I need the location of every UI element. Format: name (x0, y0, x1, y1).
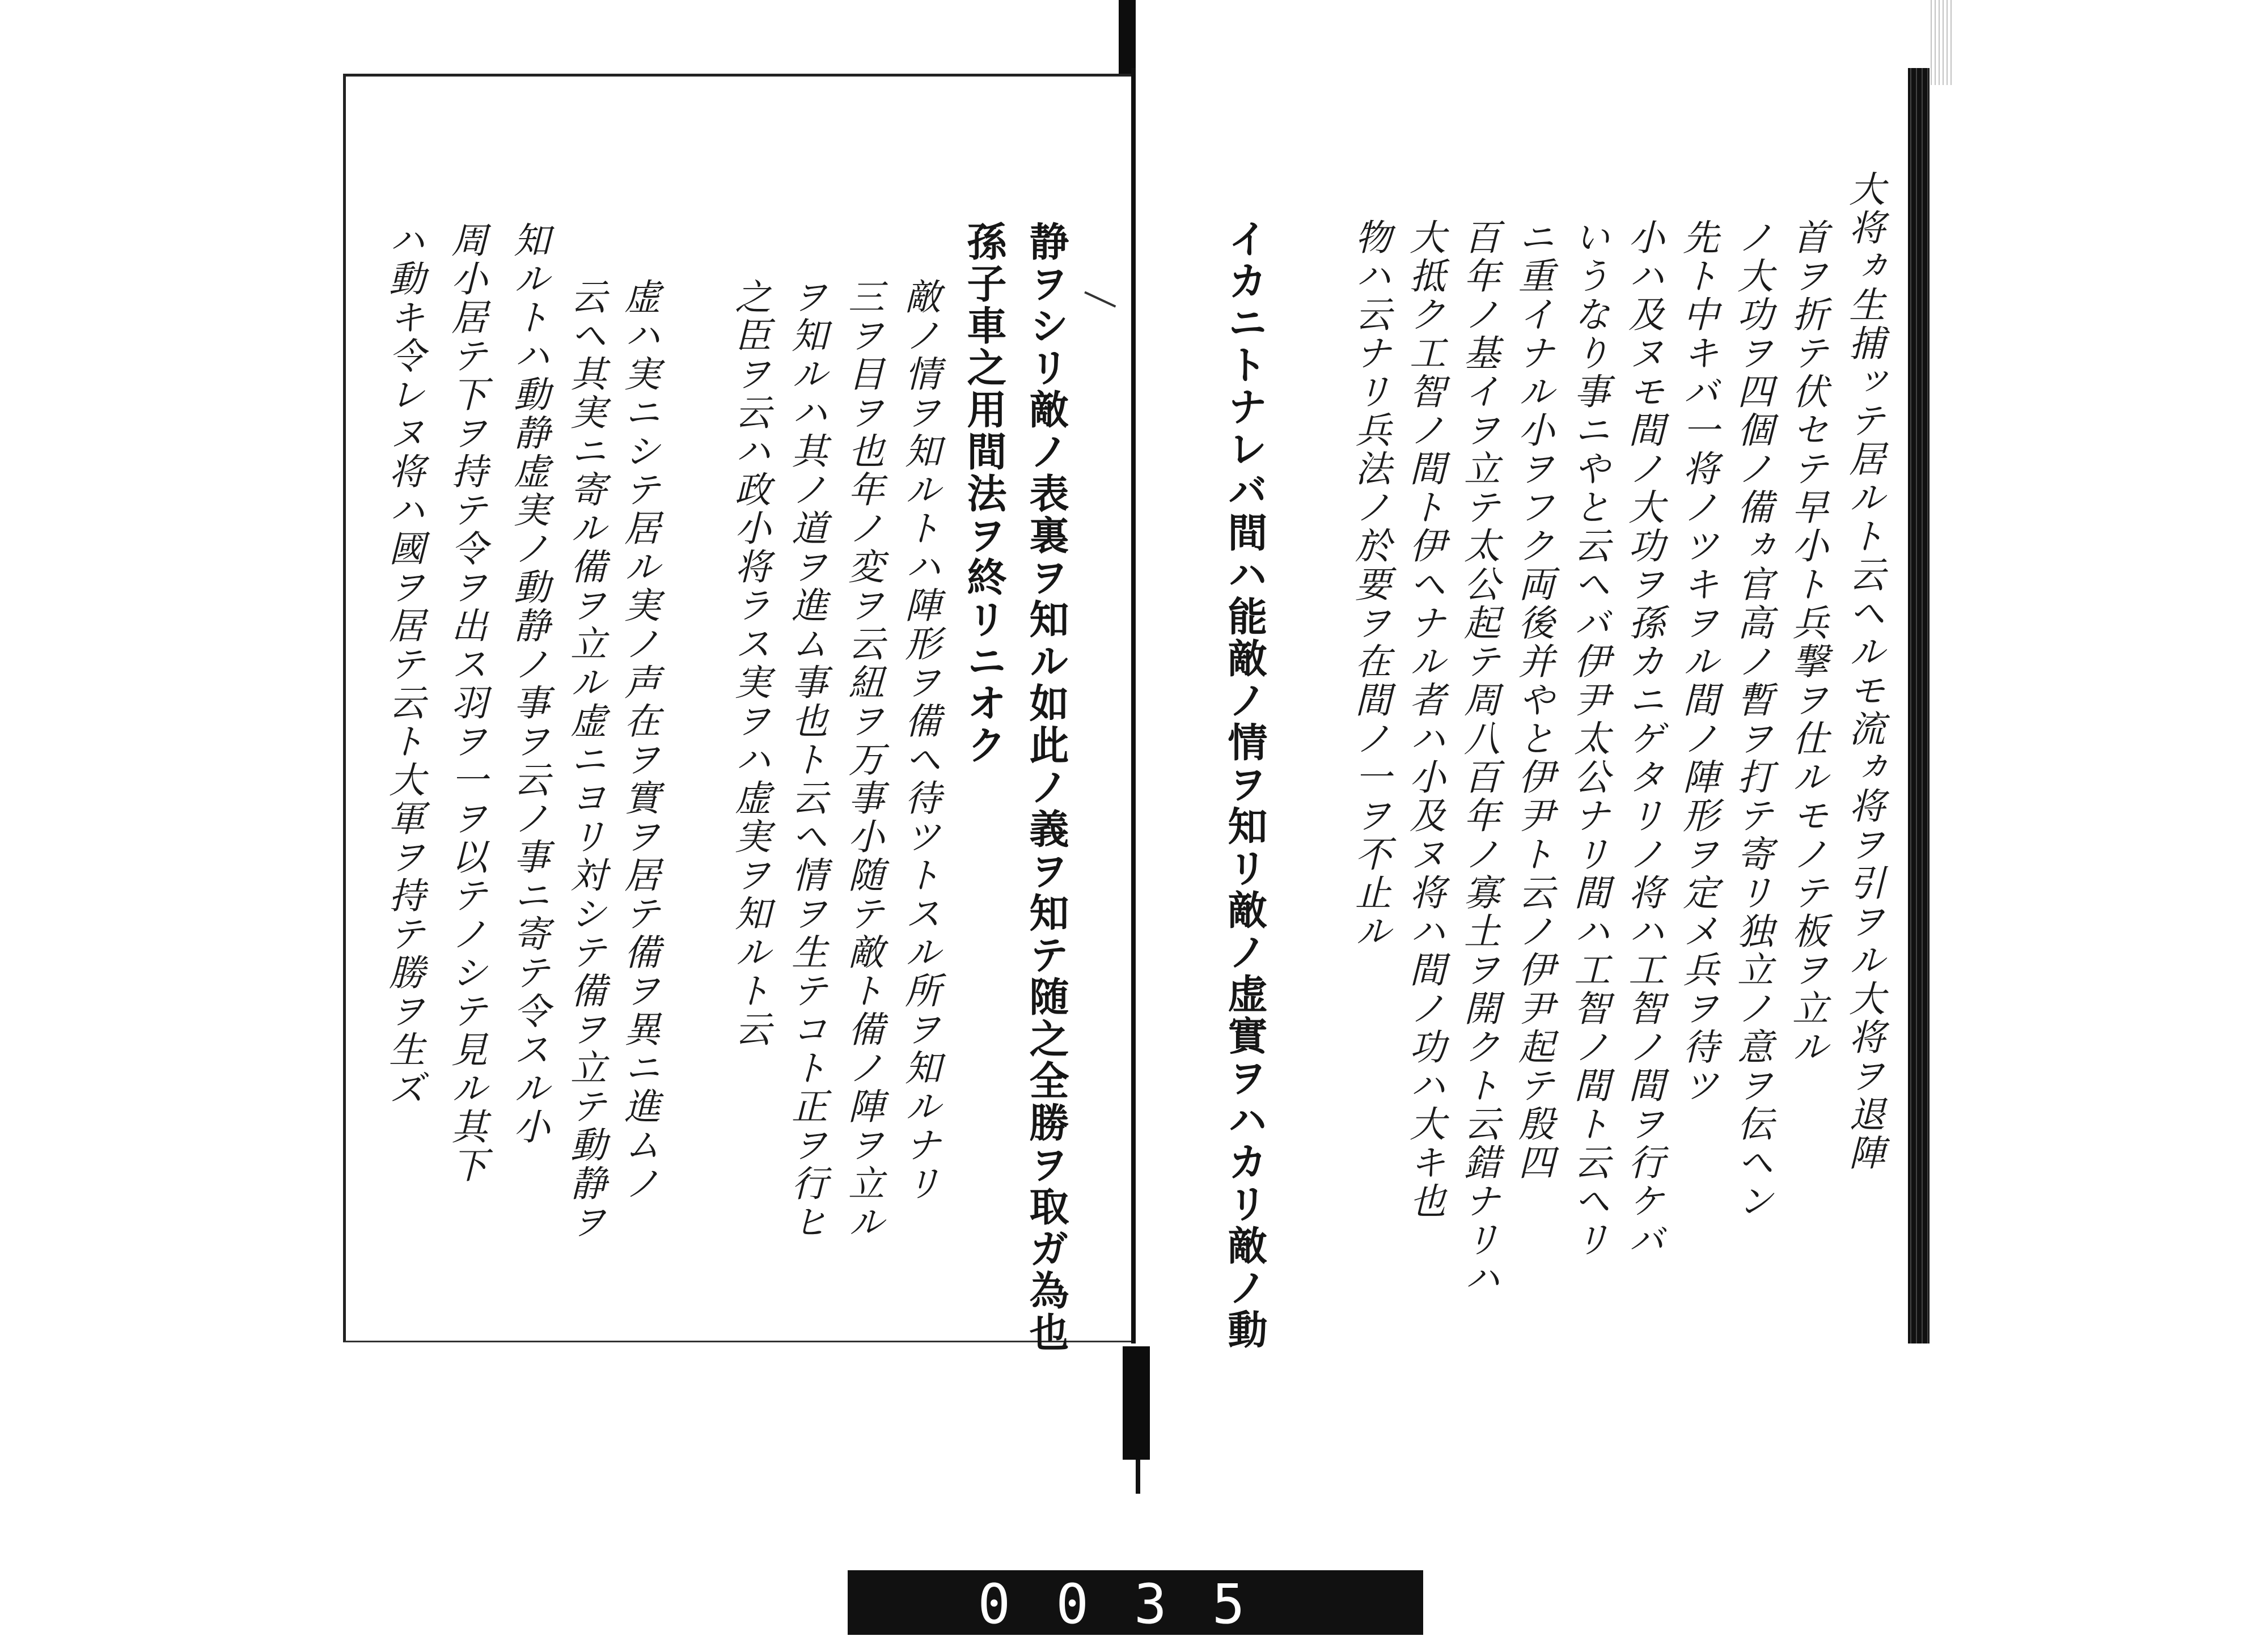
text-column: ヲ知ルハ其ノ道ヲ進ム事也ト云ヘ情ヲ生テコト正ヲ行ヒ (785, 278, 827, 1241)
binding-top (1119, 0, 1136, 74)
text-column: 小ハ及ヌモ間ノ大功ヲ孫カニゲタリノ将ハ工智ノ間ヲ行ケバ (1622, 218, 1664, 1259)
text-column: イカニトナレバ間ハ能敵ノ情ヲ知リ敵ノ虚實ヲハカリ敵ノ動 (1221, 218, 1268, 1351)
text-column: 之臣ヲ云ハ政小将ラス実ヲハ虚実ヲ知ルト云 (729, 278, 771, 1049)
text-column: 知ルトハ動静虚実ノ動静ノ事ヲ云ノ事ニ寄テ令スル小 (507, 221, 549, 1146)
text-column: ハ動キ令レヌ将ハ國ヲ居テ云ト大軍ヲ持テ勝ヲ生ズ (383, 221, 425, 1108)
text-column: ニ重イナル小ヲフク両後并やと伊尹ト云ノ伊尹起テ殷四 (1512, 218, 1554, 1182)
text-column: いうなり事ニやと云ヘバ伊尹太公ナリ間ハ工智ノ間ト云ヘリ (1568, 218, 1610, 1259)
binding-tail (1136, 1460, 1140, 1494)
text-column: 敵ノ情ヲ知ルトハ陣形ヲ備ヘ待ツトスル所ヲ知ルナリ (899, 278, 941, 1203)
text-column: 静ヲシリ敵ノ表裏ヲ知ル如此ノ義ヲ知テ随之全勝ヲ取ガ為也 (1023, 221, 1070, 1354)
text-column: 周小居テ下ヲ持テ令ヲ出ス羽ヲ一ヲ以テノシテ見ル其下 (445, 221, 487, 1185)
text-column: 大抵ク工智ノ間ト伊ヘナル者ハ小及ヌ将ハ間ノ功ハ大キ也 (1403, 218, 1445, 1220)
binding-bottom (1123, 1346, 1150, 1460)
text-column: 先ト中キバ一将ノツキヲル間ノ陣形ヲ定メ兵ヲ待ツ (1677, 218, 1719, 1105)
text-column: 三ヲ目ヲ也年ノ変ヲ云紐ヲ万事小随テ敵ト備ノ陣ヲ立ル (842, 278, 884, 1241)
text-column: 云ヘ其実ニ寄ル備ヲ立ル虚ニヨリ対シテ備ヲ立テ動静ヲ (564, 278, 606, 1241)
scan-edge-noise (1931, 0, 1953, 85)
frame-number: 0035 (978, 1573, 1290, 1636)
gutter-line (1131, 68, 1136, 1343)
text-column: 首ヲ折テ伏セテ早小ト兵撃ヲ仕ルモノテ板ヲ立ル (1786, 218, 1828, 1066)
text-column: 大将ヵ生捕ッテ居ルト云ヘルモ流ヵ将ヲ引ヲル大将ヲ退陣 (1843, 170, 1885, 1172)
text-column: 虚ハ実ニシテ居ル実ノ声在ヲ實ヲ居テ備ヲ異ニ進ムノ (618, 278, 660, 1203)
text-column: 百年ノ基イヲ立テ太公起テ周八百年ノ寡土ヲ開クト云錯ナリハ (1458, 218, 1500, 1298)
text-column: 孫子車之用間法ヲ終リニオク (960, 221, 1008, 766)
page-edge-stack (1908, 68, 1930, 1343)
text-column: ノ大功ヲ四個ノ備ヵ官高ノ暫ヲ打テ寄リ独立ノ意ヲ伝ヘン (1731, 218, 1773, 1220)
text-column: 物ハ云ナリ兵法ノ於要ヲ在間ノ一ヲ不止ル (1349, 218, 1391, 951)
